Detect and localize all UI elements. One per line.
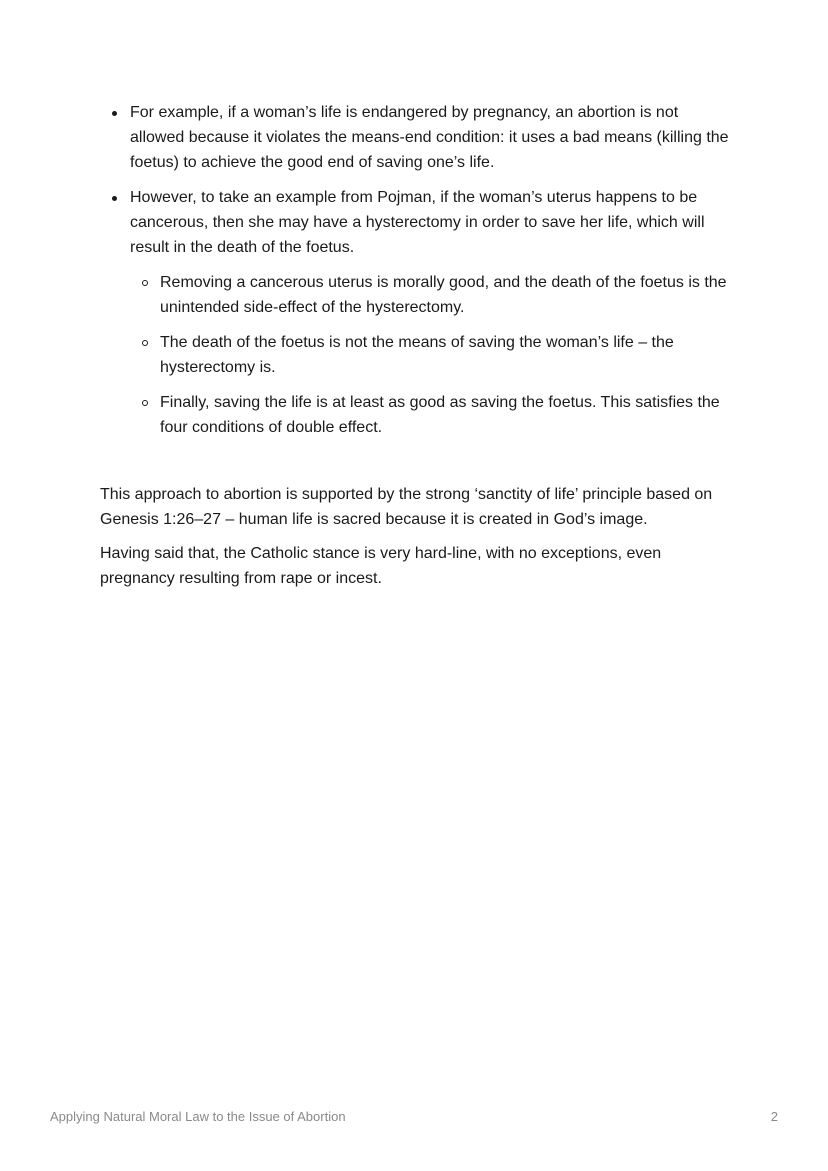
body-paragraphs [100, 482, 730, 591]
paragraph: Having said that, the Catholic stance is very hard-line, with no exceptions, even pregnancy resulting from rape or incest. [100, 545, 662, 587]
bullet-icon [112, 196, 117, 201]
sub-list-item [130, 270, 730, 320]
list-item [100, 185, 730, 440]
bullet-icon [112, 111, 117, 116]
sub-bullet-text: Finally, saving the life is at least as good as saving the foetus. This satisfies the four conditions of double effect. [160, 394, 720, 436]
sub-bullet-text: Removing a cancerous uterus is morally good, and the death of the foetus is the unintended side-effect of the hysterectomy. [160, 274, 727, 316]
sub-bullet-list [130, 270, 730, 440]
footer-title: Applying Natural Moral Law to the Issue of Abortion [50, 1109, 346, 1124]
hollow-bullet-icon [142, 280, 148, 286]
paragraph: This approach to abortion is supported by the strong ‘sanctity of life’ principle based on Genesis 1:26–27 – human life is sacred because it is created in God’s image. [100, 486, 713, 528]
sub-list-item [130, 390, 730, 440]
sub-bullet-text: The death of the foetus is not the means of saving the woman’s life – the hysterectomy is. [160, 334, 674, 376]
sub-list-item [130, 330, 730, 380]
page-number: 2 [770, 1109, 778, 1124]
list-item [100, 100, 730, 175]
page-footer [50, 1109, 778, 1124]
hollow-bullet-icon [142, 400, 148, 406]
bullet-text: For example, if a woman’s life is endangered by pregnancy, an abortion is not allowed because it violates the means-end condition: it uses a bad means (killing the foetus) to achieve the good end of saving one’s life. [130, 104, 729, 171]
bullet-list [100, 100, 730, 440]
hollow-bullet-icon [142, 340, 148, 346]
page-content [100, 100, 730, 600]
bullet-text: However, to take an example from Pojman, if the woman’s uterus happens to be cancerous, then she may have a hysterectomy in order to save her life, which will result in the death of the foetus. [130, 189, 705, 256]
